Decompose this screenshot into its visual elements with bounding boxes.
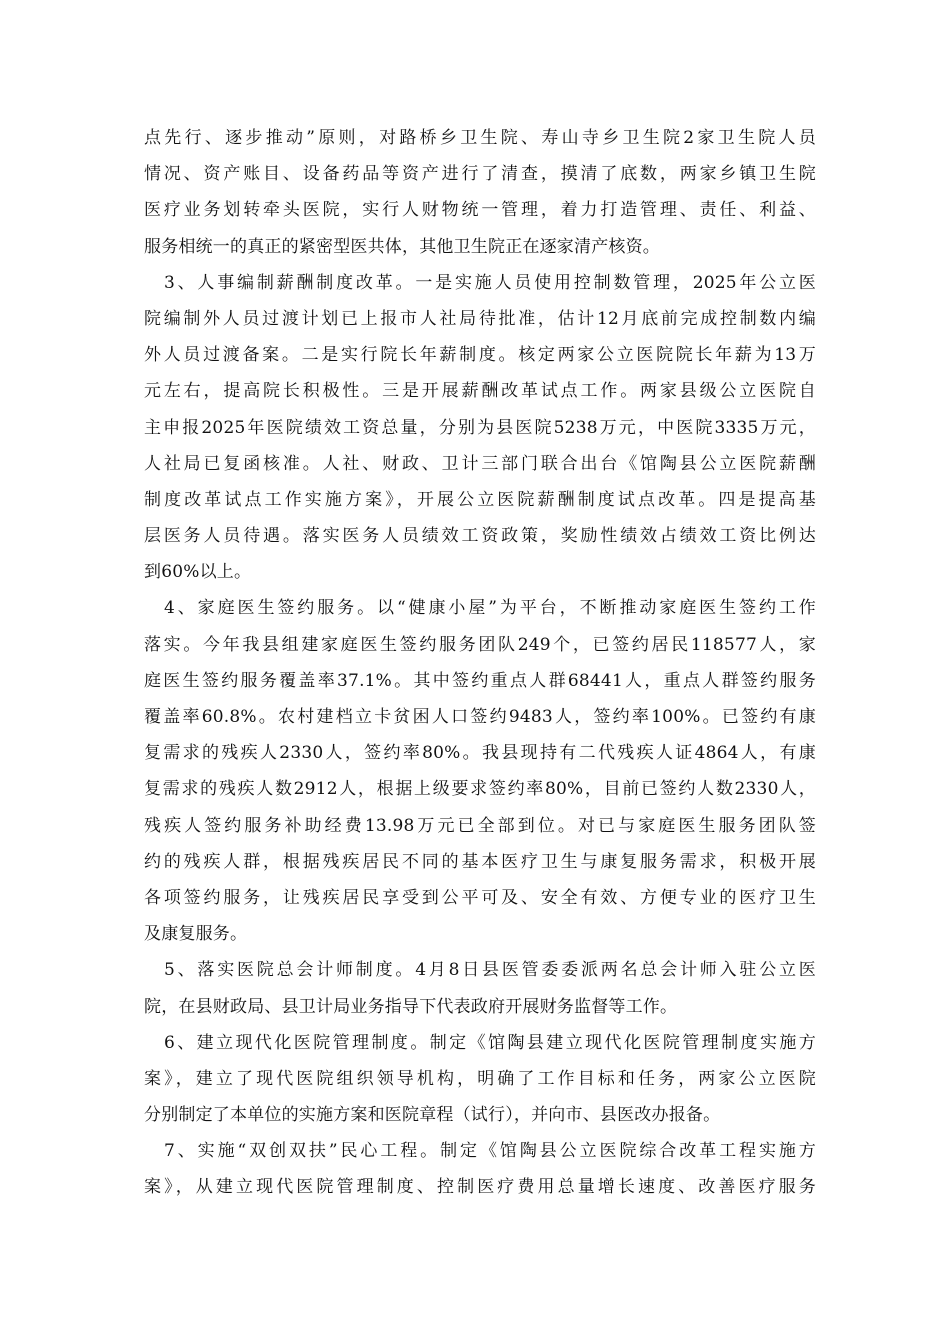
text-line: 人社局已复函核准。人社、财政、卫计三部门联合出台《馆陶县公立医院薪酬	[144, 453, 816, 474]
text-line: 层医务人员待遇。落实医务人员绩效工资政策，奖励性绩效占绩效工资比例达	[144, 526, 816, 547]
text-line: 案》，从建立现代医院管理制度、控制医疗费用总量增长速度、改善医疗服务	[144, 1177, 816, 1198]
text-line: 外人员过渡备案。二是实行院长年薪制度。核定两家公立医院院长年薪为13万	[144, 345, 816, 366]
document-body	[144, 120, 816, 1206]
text-line: 医疗业务划转牵头医院，实行人财物统一管理，着力打造管理、责任、利益、	[144, 200, 816, 221]
paragraph-3-start: 3、人事编制薪酬制度改革。一是实施人员使用控制数管理，2025年公立医	[164, 272, 816, 293]
text-line: 元左右，提高院长积极性。三是开展薪酬改革试点工作。两家县级公立医院自	[144, 381, 816, 402]
text-line: 主申报2025年医院绩效工资总量，分别为县医院5238万元，中医院3335万元，	[144, 417, 816, 438]
paragraph-7-start: 7、实施“双创双扶”民心工程。制定《馆陶县公立医院综合改革工程实施方	[164, 1141, 816, 1162]
text-line: 情况、资产账目、设备药品等资产进行了清查，摸清了底数，两家乡镇卫生院	[144, 164, 816, 185]
paragraph-5-start: 5、落实医院总会计师制度。4月8日县医管委委派两名总会计师入驻公立医	[164, 960, 816, 981]
text-line: 案》，建立了现代医院组织领导机构，明确了工作目标和任务，两家公立医院	[144, 1068, 816, 1089]
text-line: 覆盖率60.8%。农村建档立卡贫困人口签约9483人，签约率100%。已签约有康	[144, 707, 816, 727]
text-line: 及康复服务。	[144, 924, 248, 945]
text-line: 庭医生签约服务覆盖率37.1%。其中签约重点人群68441人，重点人群签约服务	[144, 670, 816, 691]
text-line: 约的残疾人群，根据残疾居民不同的基本医疗卫生与康复服务需求，积极开展	[144, 851, 816, 872]
text-line: 落实。今年我县组建家庭医生签约服务团队249个，已签约居民118577人，家	[144, 634, 816, 655]
text-line: 制度改革试点工作实施方案》，开展公立医院薪酬制度试点改革。四是提高基	[144, 489, 816, 510]
text-line: 残疾人签约服务补助经费13.98万元已全部到位。对已与家庭医生服务团队签	[144, 815, 816, 836]
text-line: 服务相统一的真正的紧密型医共体，其他卫生院正在逐家清产核资。	[144, 236, 660, 257]
text-line: 到60%以上。	[144, 562, 252, 583]
text-line: 各项签约服务，让残疾居民享受到公平可及、安全有效、方便专业的医疗卫生	[144, 887, 816, 908]
text-line: 院，在县财政局、县卫计局业务指导下代表政府开展财务监督等工作。	[144, 996, 678, 1017]
text-line: 院编制外人员过渡计划已上报市人社局待批准，估计12月底前完成控制数内编	[144, 308, 816, 329]
text-line: 复需求的残疾人2330人，签约率80%。我县现持有二代残疾人证4864人，有康	[144, 743, 816, 764]
paragraph-4-start: 4、家庭医生签约服务。以“健康小屋”为平台，不断推动家庭医生签约工作	[164, 598, 816, 619]
text-line: 复需求的残疾人数2912人，根据上级要求签约率80%，目前已签约人数2330人，	[144, 779, 816, 800]
paragraph-6-start: 6、建立现代化医院管理制度。制定《馆陶县建立现代化医院管理制度实施方	[164, 1032, 816, 1053]
text-line: 分别制定了本单位的实施方案和医院章程（试行），并向市、县医改办报备。	[144, 1105, 721, 1126]
text-line: 点先行、逐步推动”原则，对路桥乡卫生院、寿山寺乡卫生院2家卫生院人员	[144, 128, 816, 148]
